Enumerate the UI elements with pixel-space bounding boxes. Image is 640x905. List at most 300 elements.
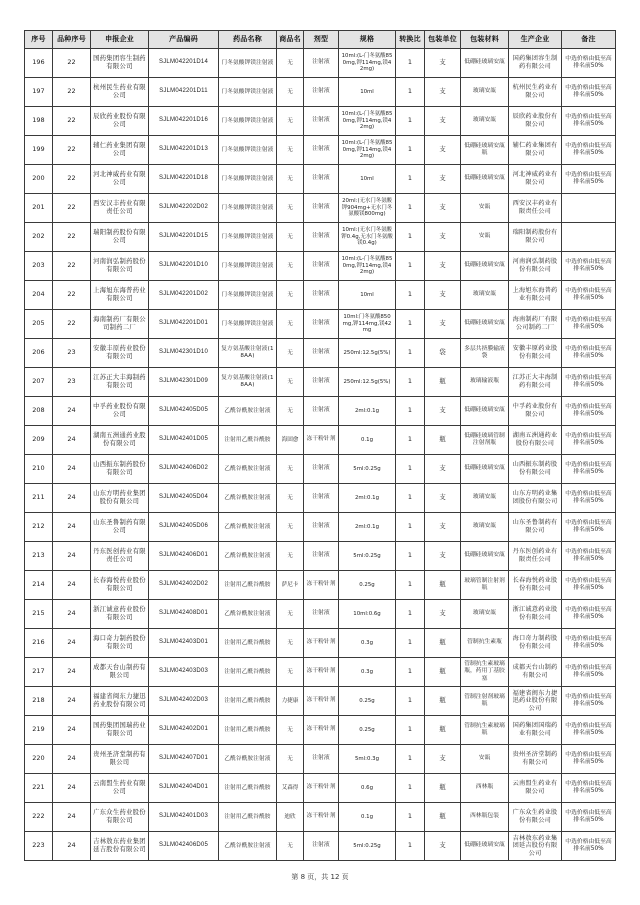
cell-unit: 支 xyxy=(425,484,461,513)
cell-no: 220 xyxy=(25,745,53,774)
cell-unit: 瓶 xyxy=(425,687,461,716)
cell-code: SJLM042403D01 xyxy=(149,629,219,658)
cell-spec: 2ml:0.1g xyxy=(339,513,396,542)
cell-variety-no: 22 xyxy=(53,194,91,223)
cell-form: 注射液 xyxy=(304,600,339,629)
cell-applicant: 山东圣鲁制药有限公司 xyxy=(91,513,149,542)
cell-no: 202 xyxy=(25,223,53,252)
cell-trade: 无 xyxy=(277,484,304,513)
cell-variety-no: 23 xyxy=(53,368,91,397)
cell-remark: 中选价格由低至高排名前50% xyxy=(562,165,616,194)
cell-variety-no: 24 xyxy=(53,397,91,426)
cell-drug: 门冬氨酸钾镁注射液 xyxy=(219,107,277,136)
cell-applicant: 西安汉丰药业有限责任公司 xyxy=(91,194,149,223)
cell-material: 玻璃输液瓶 xyxy=(461,368,509,397)
cell-no: 208 xyxy=(25,397,53,426)
cell-no: 214 xyxy=(25,571,53,600)
cell-spec: 5ml:0.25g xyxy=(339,455,396,484)
cell-drug: 乙酰谷酰胺注射液 xyxy=(219,745,277,774)
cell-ratio: 1 xyxy=(396,542,425,571)
cell-unit: 支 xyxy=(425,513,461,542)
cell-code: SJLM042406D05 xyxy=(149,832,219,861)
cell-material: 玻璃安瓿 xyxy=(461,513,509,542)
cell-material: 管制抗生素玻璃瓶 xyxy=(461,716,509,745)
cell-variety-no: 22 xyxy=(53,165,91,194)
cell-maker: 江苏正大丰海制药有限公司 xyxy=(509,368,562,397)
cell-spec: 10ml:0.6g xyxy=(339,600,396,629)
cell-ratio: 1 xyxy=(396,194,425,223)
cell-ratio: 1 xyxy=(396,281,425,310)
cell-applicant: 辰欣药业股份有限公司 xyxy=(91,107,149,136)
cell-drug: 门冬氨酸钾镁注射液 xyxy=(219,78,277,107)
page-footer: 第 8 页，共 12 页 xyxy=(291,873,349,881)
cell-material: 低硼硅玻璃安瓿 xyxy=(461,252,509,281)
cell-trade: 无 xyxy=(277,600,304,629)
header-code: 产品编码 xyxy=(149,31,219,49)
cell-unit: 瓶 xyxy=(425,658,461,687)
cell-code: SJLM042301D10 xyxy=(149,339,219,368)
cell-unit: 瓶 xyxy=(425,368,461,397)
cell-applicant: 河北神威药业有限公司 xyxy=(91,165,149,194)
cell-spec: 10ml:门冬氨酸850mg,钾114mg,镁42mg xyxy=(339,310,396,339)
cell-form: 冻干粉针剂 xyxy=(304,774,339,803)
cell-trade: 无 xyxy=(277,658,304,687)
cell-unit: 支 xyxy=(425,107,461,136)
cell-variety-no: 22 xyxy=(53,78,91,107)
header-no: 序号 xyxy=(25,31,53,49)
cell-maker: 山东方明药业集团股份有限公司 xyxy=(509,484,562,513)
cell-maker: 海口奇力制药股份有限公司 xyxy=(509,629,562,658)
cell-no: 210 xyxy=(25,455,53,484)
cell-drug: 乙酰谷酰胺注射液 xyxy=(219,397,277,426)
cell-unit: 瓶 xyxy=(425,774,461,803)
cell-material: 安瓿 xyxy=(461,745,509,774)
cell-remark: 中选价格由低至高排名前50% xyxy=(562,513,616,542)
cell-material: 玻璃安瓿 xyxy=(461,78,509,107)
cell-trade: 无 xyxy=(277,542,304,571)
cell-no: 211 xyxy=(25,484,53,513)
cell-trade: 无 xyxy=(277,832,304,861)
cell-remark: 中选价格由低至高排名前50% xyxy=(562,687,616,716)
cell-applicant: 中孚药业股份有限公司 xyxy=(91,397,149,426)
cell-variety-no: 24 xyxy=(53,513,91,542)
cell-ratio: 1 xyxy=(396,107,425,136)
cell-remark: 中选价格由低至高排名前50% xyxy=(562,629,616,658)
cell-variety-no: 24 xyxy=(53,571,91,600)
cell-remark: 中选价格由低至高排名前50% xyxy=(562,252,616,281)
cell-remark: 中选价格由低至高排名前50% xyxy=(562,49,616,78)
cell-variety-no: 24 xyxy=(53,455,91,484)
cell-applicant: 辅仁药业集团有限公司 xyxy=(91,136,149,165)
cell-applicant: 瑞阳制药股份有限公司 xyxy=(91,223,149,252)
cell-spec: 250ml:12.5g(5%) xyxy=(339,339,396,368)
cell-maker: 河南润弘制药股份有限公司 xyxy=(509,252,562,281)
cell-no: 204 xyxy=(25,281,53,310)
cell-ratio: 1 xyxy=(396,339,425,368)
cell-material: 低硼硅玻璃管制注射剂瓶 xyxy=(461,426,509,455)
cell-applicant: 贵州圣济堂制药有限公司 xyxy=(91,745,149,774)
cell-no: 207 xyxy=(25,368,53,397)
cell-trade: 无 xyxy=(277,194,304,223)
cell-variety-no: 23 xyxy=(53,339,91,368)
cell-code: SJLM042202D02 xyxy=(149,194,219,223)
cell-variety-no: 22 xyxy=(53,49,91,78)
cell-spec: 10ml xyxy=(339,165,396,194)
cell-form: 注射液 xyxy=(304,49,339,78)
cell-code: SJLM042402D01 xyxy=(149,716,219,745)
cell-applicant: 上海旭东海普药业有限公司 xyxy=(91,281,149,310)
cell-maker: 长春海悦药业股份有限公司 xyxy=(509,571,562,600)
cell-form: 冻干粉针剂 xyxy=(304,803,339,832)
cell-drug: 乙酰谷酰胺注射液 xyxy=(219,513,277,542)
cell-form: 注射液 xyxy=(304,194,339,223)
cell-trade: 无 xyxy=(277,281,304,310)
cell-code: SJLM042404D01 xyxy=(149,774,219,803)
cell-trade: 无 xyxy=(277,165,304,194)
cell-trade: 萨尼卡 xyxy=(277,571,304,600)
cell-trade: 艾森得 xyxy=(277,774,304,803)
cell-maker: 辰欣药业股份有限公司 xyxy=(509,107,562,136)
cell-ratio: 1 xyxy=(396,745,425,774)
cell-no: 201 xyxy=(25,194,53,223)
cell-applicant: 福建省闽东力捷迅药业股份有限公司 xyxy=(91,687,149,716)
cell-code: SJLM042201D16 xyxy=(149,107,219,136)
cell-variety-no: 22 xyxy=(53,136,91,165)
cell-remark: 中选价格由低至高排名前50% xyxy=(562,600,616,629)
cell-unit: 瓶 xyxy=(425,716,461,745)
cell-remark: 中选价格由低至高排名前50% xyxy=(562,455,616,484)
cell-unit: 支 xyxy=(425,310,461,339)
cell-remark: 中选价格由低至高排名前50% xyxy=(562,803,616,832)
cell-no: 218 xyxy=(25,687,53,716)
cell-unit: 支 xyxy=(425,252,461,281)
cell-drug: 注射用乙酰谷酰胺 xyxy=(219,658,277,687)
cell-unit: 支 xyxy=(425,194,461,223)
header-drug: 药品名称 xyxy=(219,31,277,49)
cell-trade: 迪欣 xyxy=(277,803,304,832)
cell-remark: 中选价格由低至高排名前50% xyxy=(562,745,616,774)
cell-form: 注射液 xyxy=(304,513,339,542)
cell-material: 西林瓶 xyxy=(461,774,509,803)
cell-drug: 注射用乙酰谷酰胺 xyxy=(219,571,277,600)
cell-form: 注射液 xyxy=(304,745,339,774)
cell-spec: 0.25g xyxy=(339,571,396,600)
cell-maker: 成都天台山制药有限公司 xyxy=(509,658,562,687)
cell-material: 低硼硅玻璃安瓿瓶 xyxy=(461,136,509,165)
cell-applicant: 浙江诚意药业股份有限公司 xyxy=(91,600,149,629)
cell-material: 玻璃管制注射剂瓶 xyxy=(461,571,509,600)
cell-spec: 0.6g xyxy=(339,774,396,803)
cell-form: 注射液 xyxy=(304,484,339,513)
cell-spec: 0.3g xyxy=(339,658,396,687)
cell-applicant: 海口奇力制药股份有限公司 xyxy=(91,629,149,658)
cell-code: SJLM042201D15 xyxy=(149,223,219,252)
cell-unit: 瓶 xyxy=(425,629,461,658)
cell-code: SJLM042405D04 xyxy=(149,484,219,513)
cell-form: 注射液 xyxy=(304,223,339,252)
cell-unit: 支 xyxy=(425,455,461,484)
cell-variety-no: 22 xyxy=(53,107,91,136)
cell-code: SJLM042301D09 xyxy=(149,368,219,397)
cell-form: 冻干粉针剂 xyxy=(304,571,339,600)
cell-drug: 门冬氨酸钾镁注射液 xyxy=(219,310,277,339)
cell-spec: 10ml:(L-门冬氨酸850mg,钾114mg,镁42mg) xyxy=(339,136,396,165)
cell-form: 冻干粉针剂 xyxy=(304,716,339,745)
cell-no: 217 xyxy=(25,658,53,687)
cell-drug: 门冬氨酸钾镁注射液 xyxy=(219,252,277,281)
cell-remark: 中选价格由低至高排名前50% xyxy=(562,426,616,455)
cell-variety-no: 24 xyxy=(53,774,91,803)
cell-drug: 乙酰谷酰胺注射液 xyxy=(219,600,277,629)
cell-drug: 注射用乙酰谷酰胺 xyxy=(219,716,277,745)
cell-no: 223 xyxy=(25,832,53,861)
cell-ratio: 1 xyxy=(396,484,425,513)
cell-spec: 10ml:(无水门冬氨酸钾0.4g,无水门冬氨酸镁0.4g) xyxy=(339,223,396,252)
cell-form: 注射液 xyxy=(304,339,339,368)
cell-no: 200 xyxy=(25,165,53,194)
cell-ratio: 1 xyxy=(396,310,425,339)
cell-material: 玻璃安瓿 xyxy=(461,600,509,629)
cell-ratio: 1 xyxy=(396,629,425,658)
cell-no: 209 xyxy=(25,426,53,455)
cell-drug: 复方氨基酸注射液(18AA) xyxy=(219,339,277,368)
cell-code: SJLM042201D11 xyxy=(149,78,219,107)
cell-applicant: 海南制药厂有限公司制药二厂 xyxy=(91,310,149,339)
cell-spec: 0.1g xyxy=(339,426,396,455)
cell-applicant: 云南盟生药业有限公司 xyxy=(91,774,149,803)
cell-trade: 无 xyxy=(277,252,304,281)
cell-applicant: 丹东医创药业有限责任公司 xyxy=(91,542,149,571)
cell-unit: 支 xyxy=(425,397,461,426)
cell-remark xyxy=(562,194,616,223)
cell-ratio: 1 xyxy=(396,455,425,484)
cell-code: SJLM042201D10 xyxy=(149,252,219,281)
cell-maker: 杭州民生药业有限公司 xyxy=(509,78,562,107)
cell-maker: 湖南五洲通药业股份有限公司 xyxy=(509,426,562,455)
cell-spec: 250ml:12.5g(5%) xyxy=(339,368,396,397)
header-spec: 规格 xyxy=(339,31,396,49)
cell-code: SJLM042402D03 xyxy=(149,687,219,716)
cell-form: 冻干粉针剂 xyxy=(304,426,339,455)
cell-material: 玻璃安瓿 xyxy=(461,281,509,310)
cell-applicant: 山东方明药业集团股份有限公司 xyxy=(91,484,149,513)
cell-remark: 中选价格由低至高排名前50% xyxy=(562,571,616,600)
cell-variety-no: 24 xyxy=(53,426,91,455)
cell-material: 安瓿 xyxy=(461,223,509,252)
cell-drug: 注射用乙酰谷酰胺 xyxy=(219,629,277,658)
cell-maker: 贵州圣济堂制药有限公司 xyxy=(509,745,562,774)
cell-code: SJLM042405D05 xyxy=(149,397,219,426)
cell-form: 注射液 xyxy=(304,397,339,426)
cell-trade: 无 xyxy=(277,629,304,658)
cell-form: 注射液 xyxy=(304,107,339,136)
cell-material: 西林瓶包装 xyxy=(461,803,509,832)
cell-ratio: 1 xyxy=(396,774,425,803)
cell-trade: 力捷康 xyxy=(277,687,304,716)
cell-maker: 吉林敖东药业集团延吉股份有限公司 xyxy=(509,832,562,861)
cell-variety-no: 24 xyxy=(53,803,91,832)
cell-applicant: 杭州民生药业有限公司 xyxy=(91,78,149,107)
cell-drug: 门冬氨酸钾镁注射液 xyxy=(219,223,277,252)
cell-ratio: 1 xyxy=(396,136,425,165)
cell-material: 低硼硅玻璃安瓿 xyxy=(461,397,509,426)
cell-spec: 5ml:0.3g xyxy=(339,745,396,774)
cell-form: 冻干粉针剂 xyxy=(304,629,339,658)
cell-applicant: 国药集团容生制药有限公司 xyxy=(91,49,149,78)
cell-spec: 10ml:(L-门冬氨酸850mg,钾114mg,镁42mg) xyxy=(339,49,396,78)
cell-material: 安瓿 xyxy=(461,194,509,223)
cell-spec: 0.25g xyxy=(339,716,396,745)
cell-material: 玻璃安瓿 xyxy=(461,107,509,136)
cell-applicant: 江苏正大丰海制药有限公司 xyxy=(91,368,149,397)
cell-trade: 无 xyxy=(277,136,304,165)
cell-code: SJLM042406D02 xyxy=(149,455,219,484)
cell-unit: 支 xyxy=(425,542,461,571)
cell-spec: 10ml xyxy=(339,281,396,310)
cell-code: SJLM042201D01 xyxy=(149,310,219,339)
header-form: 剂型 xyxy=(304,31,339,49)
cell-ratio: 1 xyxy=(396,571,425,600)
cell-spec: 0.25g xyxy=(339,687,396,716)
cell-trade: 无 xyxy=(277,513,304,542)
cell-code: SJLM042201D02 xyxy=(149,281,219,310)
cell-variety-no: 22 xyxy=(53,310,91,339)
cell-maker: 山东圣鲁制药有限公司 xyxy=(509,513,562,542)
cell-applicant: 广东众生药业股份有限公司 xyxy=(91,803,149,832)
cell-form: 注射液 xyxy=(304,832,339,861)
cell-form: 注射液 xyxy=(304,542,339,571)
cell-trade: 无 xyxy=(277,368,304,397)
cell-form: 冻干粉针剂 xyxy=(304,687,339,716)
cell-applicant: 国药集团国瑞药业有限公司 xyxy=(91,716,149,745)
cell-variety-no: 24 xyxy=(53,629,91,658)
cell-maker: 山西振东制药股份有限公司 xyxy=(509,455,562,484)
cell-unit: 支 xyxy=(425,136,461,165)
cell-material: 低硼硅玻璃安瓿 xyxy=(461,49,509,78)
cell-maker: 福建省闽东力捷迅药业股份有限公司 xyxy=(509,687,562,716)
cell-form: 注射液 xyxy=(304,455,339,484)
header-unit: 包装单位 xyxy=(425,31,461,49)
cell-form: 注射液 xyxy=(304,136,339,165)
cell-maker: 中孚药业股份有限公司 xyxy=(509,397,562,426)
cell-remark xyxy=(562,223,616,252)
cell-drug: 乙酰谷酰胺注射液 xyxy=(219,542,277,571)
cell-trade: 无 xyxy=(277,78,304,107)
cell-ratio: 1 xyxy=(396,803,425,832)
cell-trade: 无 xyxy=(277,310,304,339)
cell-maker: 云南盟生药业有限公司 xyxy=(509,774,562,803)
cell-code: SJLM042201D18 xyxy=(149,165,219,194)
cell-maker: 上海旭东海普药业有限公司 xyxy=(509,281,562,310)
cell-trade: 无 xyxy=(277,223,304,252)
cell-spec: 10ml:(L-门冬氨酸850mg,钾114mg,镁42mg) xyxy=(339,107,396,136)
cell-remark: 中选价格由低至高排名前50% xyxy=(562,397,616,426)
cell-material: 低硼硅玻璃安瓿 xyxy=(461,542,509,571)
cell-ratio: 1 xyxy=(396,687,425,716)
cell-spec: 5ml:0.25g xyxy=(339,542,396,571)
cell-no: 198 xyxy=(25,107,53,136)
cell-variety-no: 22 xyxy=(53,223,91,252)
cell-no: 197 xyxy=(25,78,53,107)
header-maker: 生产企业 xyxy=(509,31,562,49)
cell-drug: 注射用乙酰谷酰胺 xyxy=(219,803,277,832)
cell-code: SJLM042406D01 xyxy=(149,542,219,571)
cell-form: 注射液 xyxy=(304,78,339,107)
cell-variety-no: 22 xyxy=(53,252,91,281)
cell-applicant: 安徽丰原药业股份有限公司 xyxy=(91,339,149,368)
cell-variety-no: 24 xyxy=(53,600,91,629)
cell-ratio: 1 xyxy=(396,716,425,745)
header-variety-no: 品种序号 xyxy=(53,31,91,49)
cell-spec: 20ml:(无水门冬氨酸钾904mg+无水门冬氨酸镁800mg) xyxy=(339,194,396,223)
cell-ratio: 1 xyxy=(396,165,425,194)
cell-maker: 海南制药厂有限公司制药二厂 xyxy=(509,310,562,339)
cell-no: 206 xyxy=(25,339,53,368)
cell-drug: 注射用乙酰谷酰胺 xyxy=(219,426,277,455)
cell-maker: 瑞阳制药股份有限公司 xyxy=(509,223,562,252)
cell-unit: 支 xyxy=(425,223,461,252)
cell-variety-no: 22 xyxy=(53,281,91,310)
cell-maker: 国药集团国瑞药业有限公司 xyxy=(509,716,562,745)
cell-ratio: 1 xyxy=(396,49,425,78)
cell-code: SJLM042405D06 xyxy=(149,513,219,542)
cell-drug: 乙酰谷酰胺注射液 xyxy=(219,832,277,861)
cell-applicant: 长春海悦药业股份有限公司 xyxy=(91,571,149,600)
cell-applicant: 山西振东制药股份有限公司 xyxy=(91,455,149,484)
header-trade: 商品名 xyxy=(277,31,304,49)
cell-ratio: 1 xyxy=(396,252,425,281)
cell-remark: 中选价格由低至高排名前50% xyxy=(562,542,616,571)
cell-trade: 无 xyxy=(277,455,304,484)
header-remark: 备注 xyxy=(562,31,616,49)
cell-remark: 中选价格由低至高排名前50% xyxy=(562,484,616,513)
cell-trade: 无 xyxy=(277,107,304,136)
cell-remark: 中选价格由低至高排名前50% xyxy=(562,281,616,310)
cell-trade: 无 xyxy=(277,397,304,426)
cell-unit: 瓶 xyxy=(425,426,461,455)
cell-trade: 海固愈 xyxy=(277,426,304,455)
cell-variety-no: 24 xyxy=(53,658,91,687)
cell-code: SJLM042401D03 xyxy=(149,803,219,832)
cell-code: SJLM042401D05 xyxy=(149,426,219,455)
cell-unit: 支 xyxy=(425,745,461,774)
cell-unit: 瓶 xyxy=(425,571,461,600)
cell-spec: 0.3g xyxy=(339,629,396,658)
cell-remark: 中选价格由低至高排名前50% xyxy=(562,832,616,861)
cell-spec: 0.1g xyxy=(339,803,396,832)
cell-no: 213 xyxy=(25,542,53,571)
cell-trade: 无 xyxy=(277,49,304,78)
cell-material: 低硼硅玻璃安瓿 xyxy=(461,455,509,484)
cell-ratio: 1 xyxy=(396,368,425,397)
cell-drug: 门冬氨酸钾镁注射液 xyxy=(219,136,277,165)
cell-ratio: 1 xyxy=(396,513,425,542)
cell-remark: 中选价格由低至高排名前50% xyxy=(562,310,616,339)
cell-unit: 支 xyxy=(425,49,461,78)
cell-no: 222 xyxy=(25,803,53,832)
cell-spec: 2ml:0.1g xyxy=(339,397,396,426)
cell-applicant: 河南润弘制药股份有限公司 xyxy=(91,252,149,281)
cell-maker: 丹东医创药业有限责任公司 xyxy=(509,542,562,571)
cell-material: 管制抗生素瓶 xyxy=(461,629,509,658)
cell-variety-no: 24 xyxy=(53,745,91,774)
cell-drug: 注射用乙酰谷酰胺 xyxy=(219,774,277,803)
cell-form: 注射液 xyxy=(304,252,339,281)
cell-applicant: 湖南五洲通药业股份有限公司 xyxy=(91,426,149,455)
cell-no: 203 xyxy=(25,252,53,281)
cell-ratio: 1 xyxy=(396,600,425,629)
cell-code: SJLM042201D13 xyxy=(149,136,219,165)
